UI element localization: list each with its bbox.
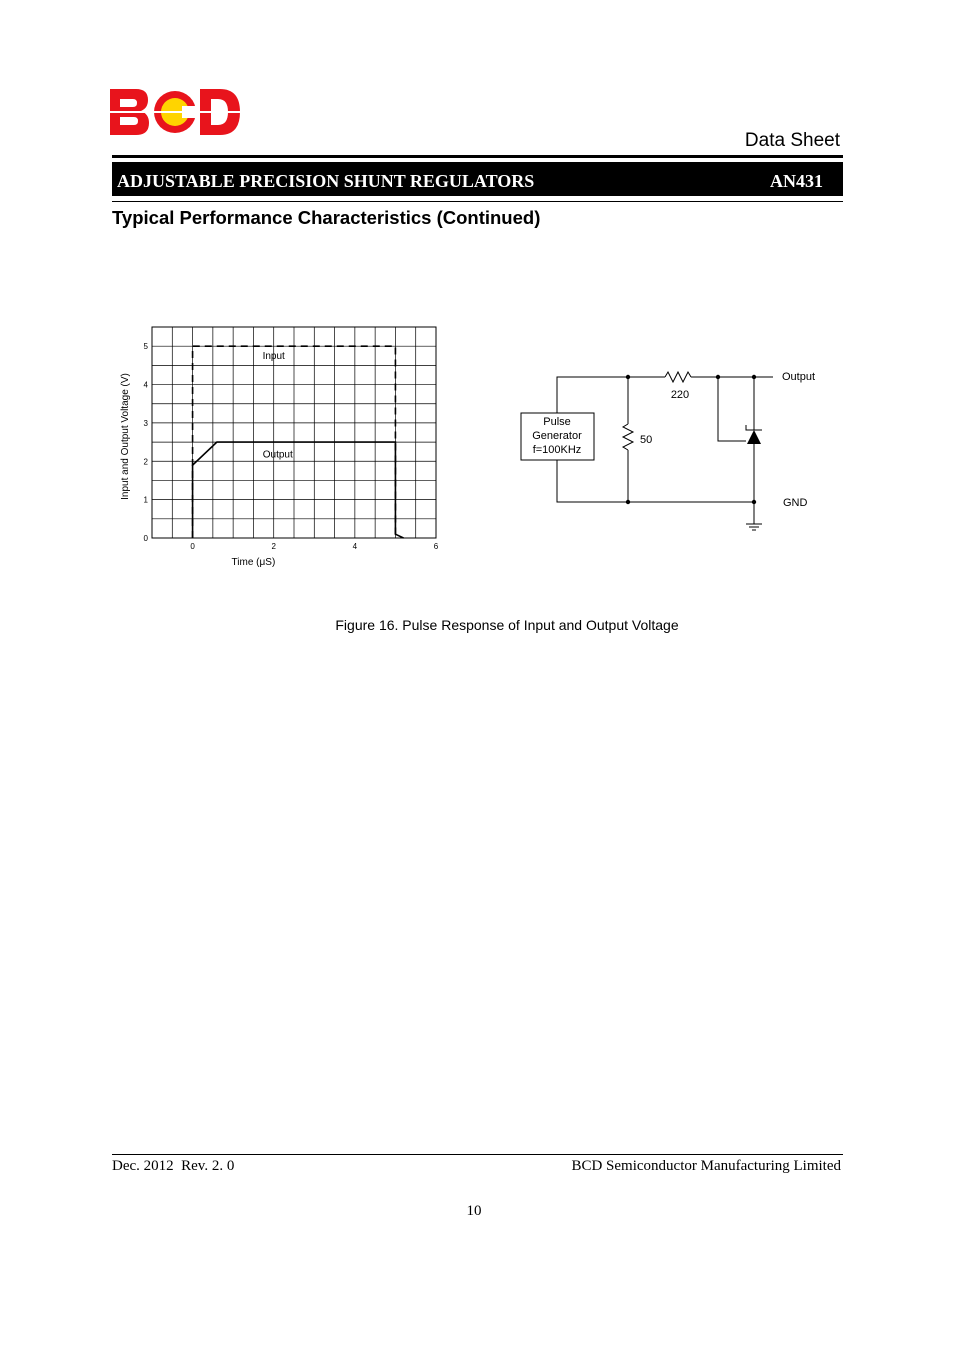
wire-top-left (557, 377, 665, 413)
generator-line-3: f=100KHz (532, 444, 582, 456)
generator-line-1: Pulse (543, 416, 571, 428)
junction-dot (752, 500, 756, 504)
header-rule-bottom (112, 201, 843, 202)
output-label: Output (782, 371, 816, 383)
resistor-50-icon (623, 424, 633, 450)
page-number: 10 (466, 1203, 482, 1219)
figure-caption: Figure 16. Pulse Response of Input and Output Voltage (335, 617, 679, 633)
chart-series (193, 346, 404, 538)
bcd-logo (108, 86, 242, 138)
x-tick-label: 2 (271, 542, 276, 551)
generator-line-2: Generator (532, 430, 582, 442)
gnd-label: GND (783, 497, 808, 509)
annotation-output: Output (262, 449, 293, 461)
chart-ticks (144, 342, 439, 551)
x-tick-label: 0 (190, 542, 195, 551)
section-title: Typical Performance Characteristics (Continued) (112, 207, 541, 228)
shunt-regulator-icon (747, 430, 761, 444)
junction-dot (626, 500, 630, 504)
r220-label: 220 (670, 389, 690, 401)
junction-dot (626, 375, 630, 379)
y-axis-label: Input and Output Voltage (V) (120, 373, 131, 500)
x-tick-label: 4 (352, 542, 358, 551)
chart-grid (152, 327, 436, 538)
footer-rule (112, 1154, 843, 1155)
x-tick-label: 6 (433, 542, 439, 551)
x-axis-label: Time (μS) (231, 557, 276, 568)
resistor-220-icon (665, 372, 691, 382)
pulse-response-chart (110, 320, 455, 580)
y-tick-label: 4 (143, 380, 148, 390)
y-tick-label: 3 (143, 418, 148, 428)
test-circuit (515, 362, 835, 537)
footer-company: BCD Semiconductor Manufacturing Limited (571, 1158, 841, 1174)
product-line-title: ADJUSTABLE PRECISION SHUNT REGULATORS (117, 170, 535, 191)
footer-date-rev: Dec. 2012 Rev. 2. 0 (112, 1158, 235, 1174)
header-rule-top (112, 155, 843, 158)
r50-label: 50 (640, 434, 653, 446)
y-tick-label: 0 (143, 534, 148, 543)
y-tick-label: 2 (143, 457, 148, 467)
title-bar (112, 162, 843, 196)
y-tick-label: 1 (143, 495, 148, 505)
annotation-input: Input (262, 351, 285, 363)
part-number: AN431 (770, 170, 823, 191)
doc-type-label: Data Sheet (744, 130, 840, 151)
junction-dot (716, 375, 720, 379)
wire-bottom-left (557, 460, 754, 502)
wire-ref-pin (718, 377, 746, 441)
output-voltage-line (193, 442, 404, 538)
y-tick-label: 5 (143, 342, 148, 352)
junction-dot (752, 375, 756, 379)
